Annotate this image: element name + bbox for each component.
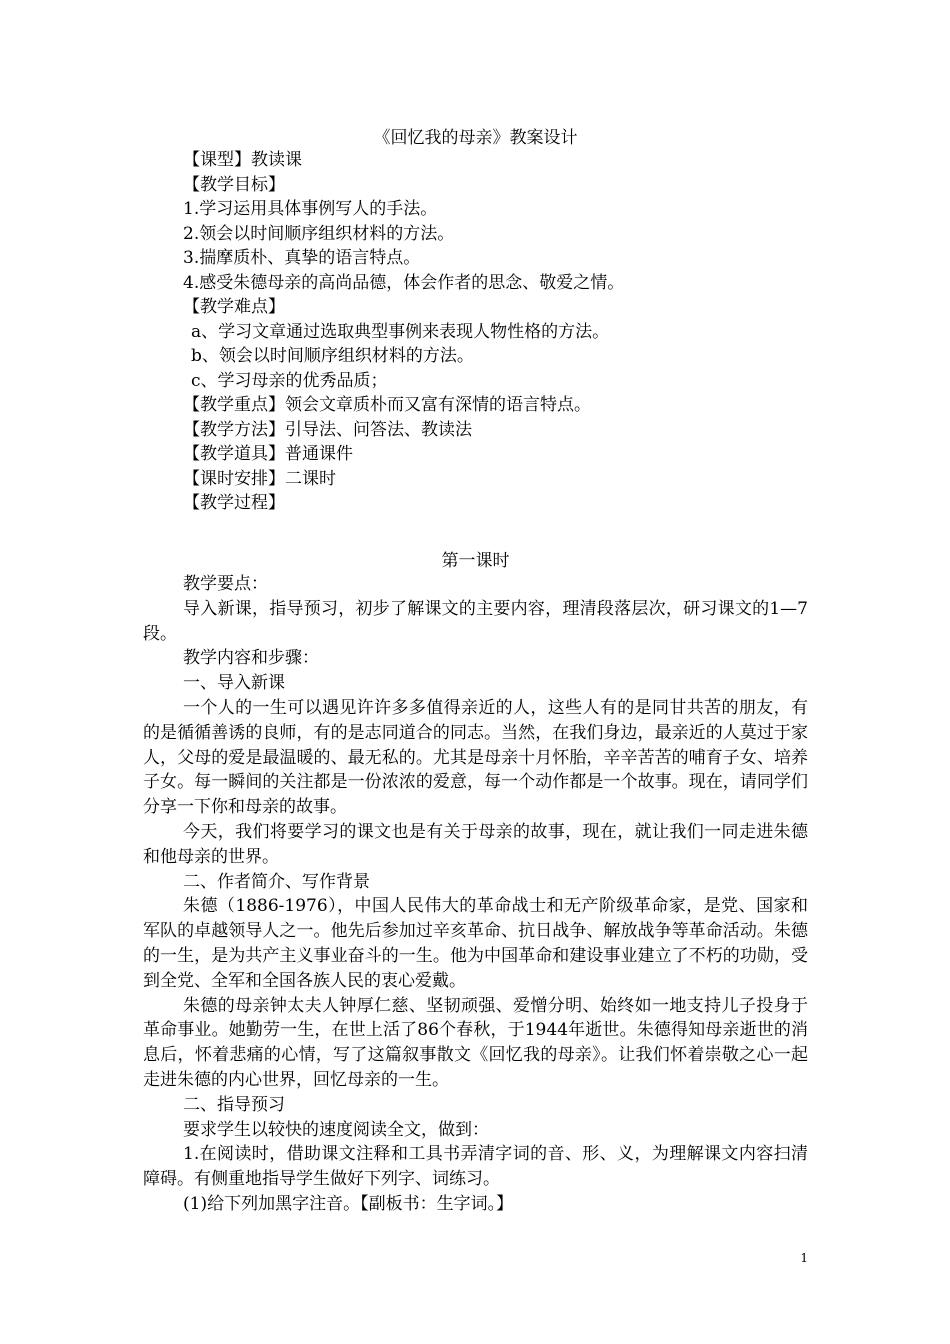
meta-line-difficulty-a: a、学习文章通过选取典型事例来表现人物性格的方法。 — [191, 321, 610, 342]
paragraph: (1)给下列加黑字注音。【副板书：生字词。】 — [183, 1193, 514, 1214]
paragraph: 导入新课，指导预习，初步了解课文的主要内容，理清段落层次，研习课文的1—7段。 — [143, 598, 808, 644]
paragraph: 教学要点： — [183, 574, 268, 594]
lesson-meta — [183, 148, 808, 516]
paragraph: 教学内容和步骤： — [183, 648, 319, 669]
meta-line-objective-4: 4.感受朱德母亲的高尚品德，体会作者的思念、敬爱之情。 — [183, 272, 625, 293]
meta-line-methods: 【教学方法】引导法、问答法、教读法 — [183, 419, 472, 440]
meta-line-key-points: 【教学重点】领会文章质朴而又富有深情的语言特点。 — [183, 395, 591, 415]
meta-line-difficulty-c: c、学习母亲的优秀品质； — [191, 370, 388, 391]
paragraph: 朱德的母亲钟太夫人钟厚仁慈、坚韧顽强、爱憎分明、始终如一地支持儿子投身于革命事业。她勤劳一生，在世上活了86个春秋，于1944年逝世。朱德得知母亲逝世的消息后，怀着悲痛的心情，写了这篇叙事散文《回忆我的母亲》。让我们怀着崇敬之心一起走进朱德的内心世界，回忆母亲的一生。 — [143, 995, 808, 1090]
paragraph: 一、导入新课 — [183, 673, 285, 694]
meta-line-process-heading: 【教学过程】 — [183, 493, 285, 513]
meta-line-objective-2: 2.领会以时间顺序组织材料的方法。 — [183, 223, 455, 244]
section-title: 第一课时 — [441, 551, 510, 571]
paragraph: 一个人的一生可以遇见许许多多值得亲近的人，这些人有的是同甘共苦的朋友，有的是循循善诱的良师，有的是志同道合的同志。当然，在我们身边，最亲近的人莫过于家人，父母的爱是最温暖的、最无私的。尤其是母亲十月怀胎，辛辛苦苦的哺育子女、培养子女。每一瞬间的关注都是一份浓浓的爱意，每一个动作都是一个故事。现在，请同学们分享一下你和母亲的故事。 — [143, 697, 808, 818]
meta-line-objectives-heading: 【教学目标】 — [183, 174, 285, 195]
meta-line-objective-3: 3.揣摩质朴、真挚的语言特点。 — [183, 248, 421, 268]
paragraph: 朱德（1886-1976），中国人民伟大的革命战士和无产阶级革命家，是党、国家和军队的卓越领导人之一。他先后参加过辛亥革命、抗日战争、解放战争等革命活动。朱德的一生，是为共产主义事业奋斗的一生。他为中国革命和建设事业建立了不朽的功勋，受到全党、全军和全国各族人民的衷心爱戴。 — [143, 896, 808, 991]
meta-line-difficulty-b: b、领会以时间顺序组织材料的方法。 — [191, 346, 474, 366]
paragraph: 今天，我们将要学习的课文也是有关于母亲的故事，现在，就让我们一同走进朱德和他母亲的世界。 — [143, 821, 808, 867]
meta-line-props: 【教学道具】普通课件 — [183, 444, 353, 464]
meta-line-schedule: 【课时安排】二课时 — [183, 468, 336, 489]
document-title: 《回忆我的母亲》教案设计 — [373, 128, 578, 148]
paragraph: 要求学生以较快的速度阅读全文，做到： — [183, 1119, 489, 1140]
meta-line-difficulties-heading: 【教学难点】 — [183, 297, 285, 317]
paragraph: 二、指导预习 — [183, 1094, 285, 1115]
page-number: 1 — [800, 1251, 808, 1265]
paragraph: 二、作者简介、写作背景 — [183, 871, 370, 892]
paragraph: 1.在阅读时，借助课文注释和工具书弄清字词的音、形、义，为理解课文内容扫清障碍。有侧重地指导学生做好下列字、词练习。 — [143, 1144, 808, 1190]
meta-line-objective-1: 1.学习运用具体事例写人的手法。 — [183, 199, 438, 219]
meta-line-course-type: 【课型】教读课 — [183, 150, 302, 170]
document-body — [143, 572, 808, 1217]
